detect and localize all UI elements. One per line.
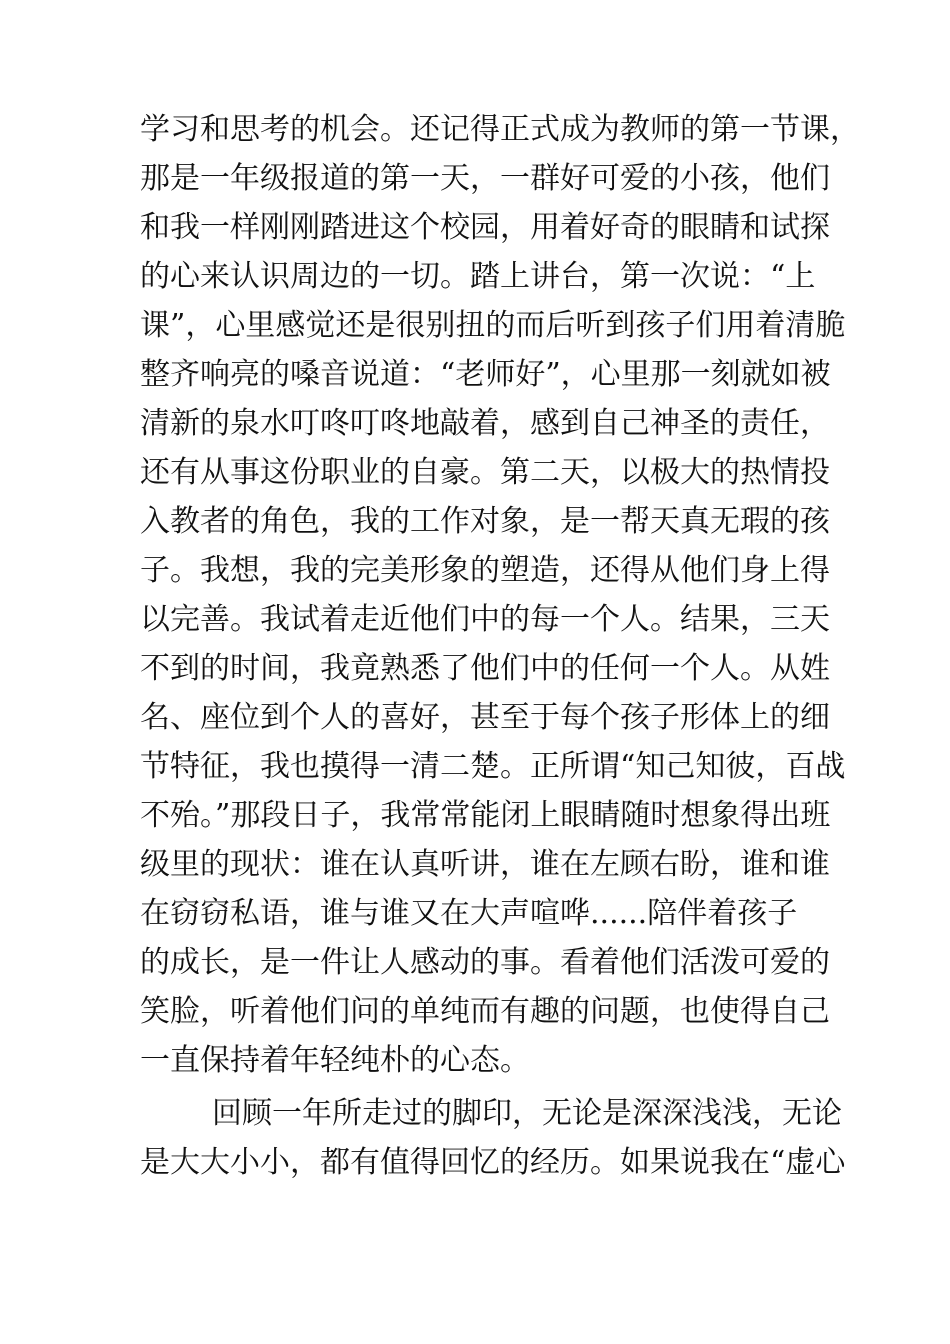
text-line: 笑脸，听着他们问的单纯而有趣的问题，也使得自己 — [140, 994, 830, 1029]
text-line: 子。我想，我的完美形象的塑造，还得从他们身上得 — [140, 553, 830, 588]
text-line: 节特征，我也摸得一清二楚。正所谓“知己知彼，百战 — [140, 749, 846, 784]
text-line: 级里的现状：谁在认真听讲，谁在左顾右盼，谁和谁 — [140, 847, 830, 882]
text-line: 在窃窃私语，谁与谁又在大声喧哗......陪伴着孩子 — [140, 896, 798, 931]
text-line: 还有从事这份职业的自豪。第二天，以极大的热情投 — [140, 455, 830, 490]
text-line: 课”，心里感觉还是很别扭的而后听到孩子们用着清脆 — [140, 308, 846, 343]
text-line: 整齐响亮的嗓音说道：“老师好”，心里那一刻就如被 — [140, 357, 831, 392]
text-line: 以完善。我试着走近他们中的每一个人。结果，三天 — [140, 602, 830, 637]
paragraph-2 — [140, 1089, 846, 1187]
text-line: 清新的泉水叮咚叮咚地敲着，感到自己神圣的责任， — [140, 406, 830, 441]
text-line: 不到的时间，我竟熟悉了他们中的任何一个人。从姓 — [140, 651, 830, 686]
text-line: 不殆。”那段日子，我常常能闭上眼睛随时想象得出班 — [140, 798, 831, 833]
text-line: 和我一样刚刚踏进这个校园，用着好奇的眼睛和试探 — [140, 210, 830, 245]
text-line: 名、座位到个人的喜好，甚至于每个孩子形体上的细 — [140, 700, 830, 735]
paragraph-1 — [140, 105, 860, 1085]
text-line: 的成长，是一件让人感动的事。看着他们活泼可爱的 — [140, 945, 830, 980]
text-line: 一直保持着年轻纯朴的心态。 — [140, 1043, 530, 1078]
text-line: 是大大小小，都有值得回忆的经历。如果说我在“虚心 — [140, 1145, 846, 1180]
body-text — [140, 105, 860, 1187]
text-line: 那是一年级报道的第一天，一群好可爱的小孩，他们 — [140, 161, 830, 196]
text-line: 的心来认识周边的一切。踏上讲台，第一次说：“上 — [140, 259, 816, 294]
text-line: 入教者的角色，我的工作对象，是一帮天真无瑕的孩 — [140, 504, 830, 539]
text-line: 回顾一年所走过的脚印，无论是深深浅浅，无论 — [212, 1096, 842, 1131]
text-line: 学习和思考的机会。还记得正式成为教师的第一节课， — [140, 112, 860, 147]
